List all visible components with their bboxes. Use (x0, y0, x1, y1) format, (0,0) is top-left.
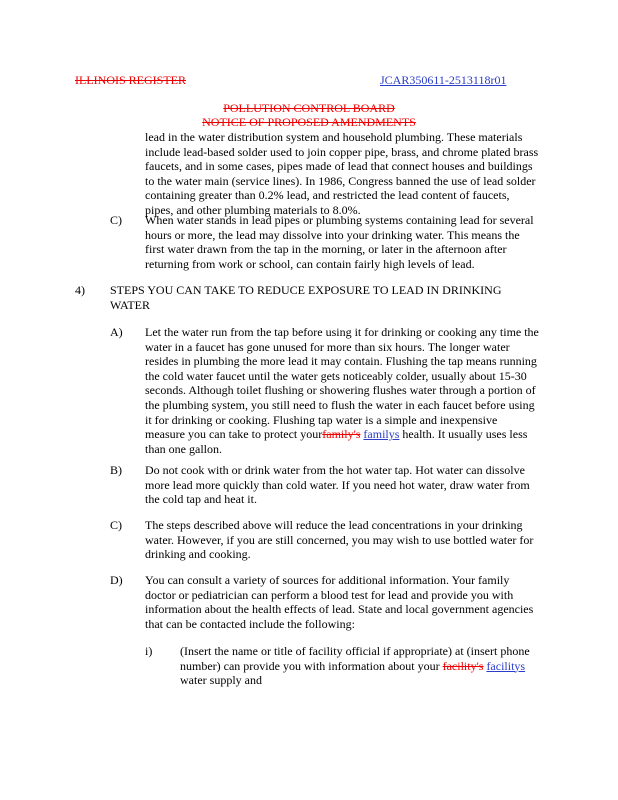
item-label: C) (110, 213, 122, 227)
item-d-sources (145, 573, 605, 631)
text-line: the cold tap and heat it. (145, 492, 257, 507)
text-line: Do not cook with or drink water from the hot water tap. Hot water can dissolve (145, 463, 525, 477)
agency-title: POLLUTION CONTROL BOARD (223, 101, 395, 115)
item-d-i-facility (180, 644, 600, 688)
deleted-text: family's (322, 427, 361, 442)
text-fragment: number) can provide you with information about your (180, 658, 440, 673)
text-line: include lead-based solder used to join copper pipe, brass, and chrome plated brass (145, 144, 539, 159)
text-line: lead in the water distribution system and household plumbing. These materials (145, 130, 523, 144)
heading-line: WATER (110, 297, 150, 312)
item-c-bottled-water (145, 518, 595, 562)
inserted-text: facilitys (486, 658, 526, 673)
item-label: A) (110, 325, 123, 339)
item-a-flush-tap (145, 325, 605, 456)
text-line (145, 427, 605, 442)
text-line: doctor or pediatrician can perform a blood test for lead and provide you with (145, 587, 514, 602)
text-line: faucets, and in some cases, pipes made of lead that connect houses and buildings (145, 159, 533, 174)
register-title: ILLINOIS REGISTER (75, 73, 186, 87)
text-line: seconds. Although toilet flushing or showering flushes water through a portion of (145, 383, 536, 398)
text-line: water supply and (180, 673, 262, 688)
item-label: C) (110, 518, 122, 532)
heading-line: STEPS YOU CAN TAKE TO REDUCE EXPOSURE TO LEAD IN DRINKING (110, 283, 502, 297)
section-heading (110, 283, 570, 312)
item-b-hot-water (145, 463, 595, 507)
item-label: D) (110, 573, 123, 587)
text-line: pipes, and other plumbing materials to 8.0%. (145, 202, 361, 217)
text-fragment: measure you can take to protect your (145, 427, 323, 442)
item-label: B) (110, 463, 122, 477)
text-line: it for drinking or cooking. Flushing tap water is a simple and inexpensive (145, 412, 498, 427)
text-line: drinking and cooking. (145, 547, 251, 562)
item-c-lead-standing (145, 213, 595, 271)
deleted-text: facility's (442, 658, 484, 673)
text-line: to the water main (service lines). In 1986, Congress banned the use of lead solder (145, 173, 536, 188)
sub-item-label: i) (145, 644, 153, 658)
text-line: the cold water faucet until the water gets noticeably colder, usually about 15-30 (145, 368, 527, 383)
notice-title: NOTICE OF PROPOSED AMENDMENTS (202, 115, 416, 129)
text-line: containing greater than 0.2% lead, and restricted the lead content of faucets, (145, 188, 510, 203)
text-line: (Insert the name or title of facility official if appropriate) at (insert phone (180, 644, 530, 658)
text-line: Let the water run from the tap before using it for drinking or cooking any time the (145, 325, 539, 339)
text-line: hours or more, the lead may dissolve into your drinking water. This means the (145, 227, 520, 242)
text-line (180, 659, 600, 674)
text-line: returning from work or school, can contain fairly high levels of lead. (145, 256, 475, 271)
section-number: 4) (75, 283, 85, 297)
text-line: than one gallon. (145, 441, 222, 456)
text-line: You can consult a variety of sources for additional information. Your family (145, 573, 510, 587)
text-line: water in a faucet has gone unused for more than six hours. The longer water (145, 339, 510, 354)
text-line: The steps described above will reduce the lead concentrations in your drinking (145, 518, 523, 532)
document-id: JCAR350611-2513118r01 (380, 73, 507, 87)
text-line: the plumbing system, you still need to flush the water in each faucet before using (145, 397, 535, 412)
inserted-text: familys (363, 427, 400, 442)
text-line: first water drawn from the tap in the morning, or later in the afternoon after (145, 242, 507, 257)
text-line: that can be contacted include the following: (145, 616, 355, 631)
text-fragment: health. It usually uses less (399, 427, 528, 442)
text-line: water. However, if you are still concerned, you may wish to use bottled water for (145, 532, 534, 547)
intro-paragraph (145, 130, 595, 218)
text-line: information about the health effects of lead. State and local government agencies (145, 602, 534, 617)
text-line: When water stands in lead pipes or plumbing systems containing lead for several (145, 213, 534, 227)
text-line: resides in plumbing the more lead it may contain. Flushing the tap means running (145, 354, 537, 369)
text-line: more lead more quickly than cold water. If you need hot water, draw water from (145, 477, 530, 492)
